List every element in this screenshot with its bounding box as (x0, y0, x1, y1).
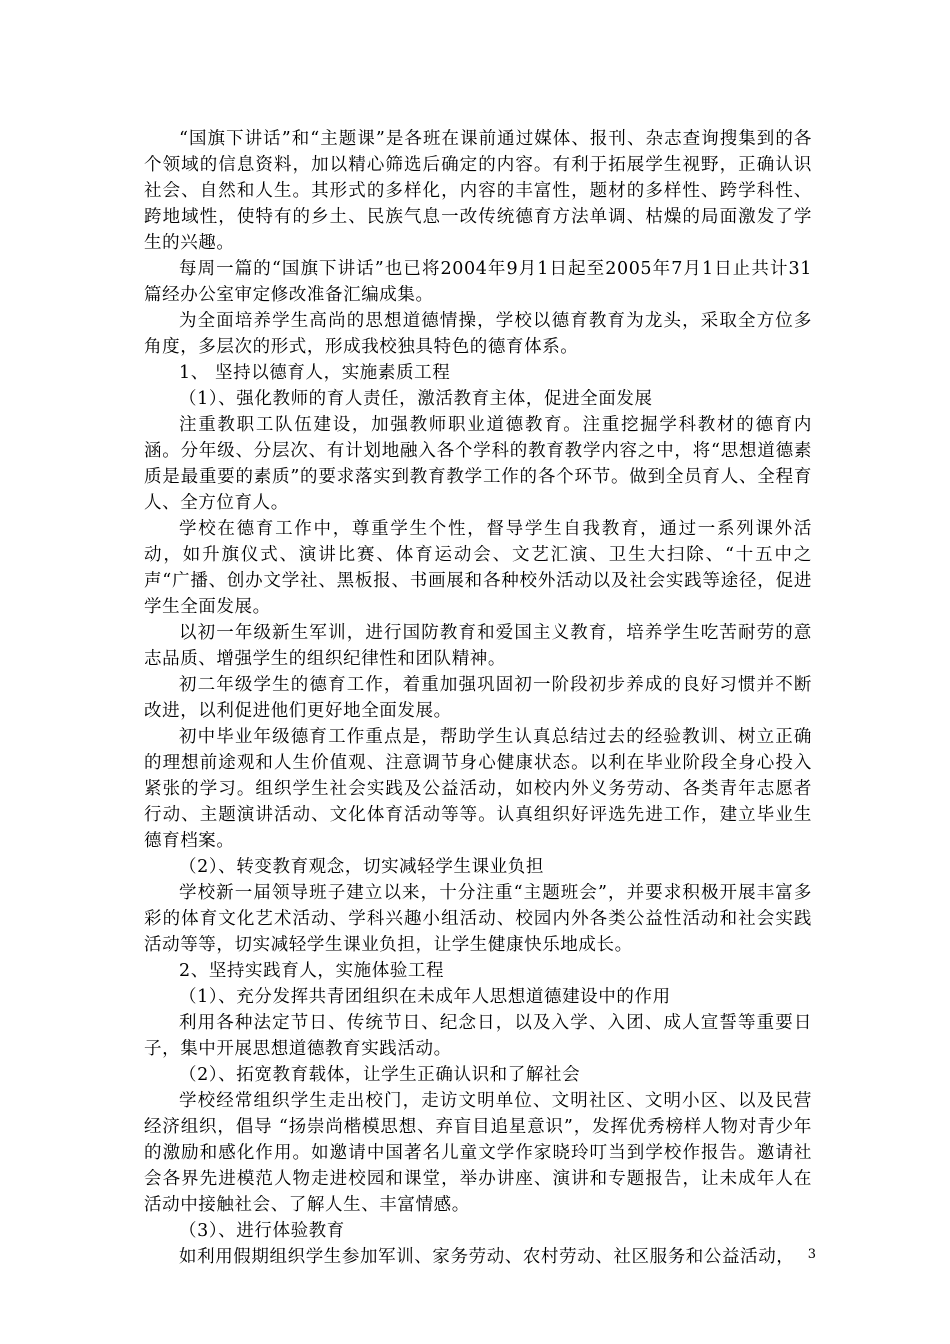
paragraph: 利用各种法定节日、传统节日、纪念日，以及入学、入团、成人宣誓等重要日子，集中开展思想道德教育实践活动。 (144, 1013, 812, 1059)
paragraph: 初二年级学生的德育工作，着重加强巩固初一阶段初步养成的良好习惯并不断改进，以利促进他们更好地全面发展。 (144, 675, 812, 721)
paragraph: 如利用假期组织学生参加军训、家务劳动、农村劳动、社区服务和公益活动， (179, 1247, 795, 1267)
paragraph: 学校新一届领导班子建立以来，十分注重“主题班会”，并要求积极开展丰富多彩的体育文化艺术活动、学科兴趣小组活动、校园内外各类公益性活动和社会实践活动等等，切实减轻学生课业负担，让学生健康快乐地成长。 (144, 883, 812, 955)
paragraph: 为全面培养学生高尚的思想道德情操，学校以德育教育为龙头，采取全方位多角度，多层次的形式，形成我校独具特色的德育体系。 (144, 311, 812, 357)
paragraph: 以初一年级新生军训，进行国防教育和爱国主义教育，培养学生吃苦耐劳的意志品质、增强学生的组织纪律性和团队精神。 (144, 623, 812, 669)
paragraph: 学校经常组织学生走出校门，走访文明单位、文明社区、文明小区、以及民营经济组织，倡导 “扬崇尚楷模思想、弃盲目追星意识”，发挥优秀榜样人物对青少年的激励和感化作用。如邀请中国著名儿童文学作家晓玲叮当到学校作报告。邀请社会各界先进模范人物走进校园和课堂，举办讲座、演讲和专题报告，让未成年人在活动中接触社会、了解人生、丰富情感。 (144, 1091, 812, 1215)
subsection-heading: （3）、进行体验教育 (179, 1221, 345, 1241)
subsection-heading: （2）、拓宽教育载体，让学生正确认识和了解社会 (179, 1065, 581, 1085)
section-heading: 2、坚持实践育人，实施体验工程 (179, 961, 445, 981)
subsection-heading: （2）、转变教育观念，切实减轻学生课业负担 (179, 857, 544, 877)
paragraph: 学校在德育工作中，尊重学生个性，督导学生自我教育，通过一系列课外活动，如升旗仪式、演讲比赛、体育运动会、文艺汇演、卫生大扫除、“十五中之声“广播、创办文学社、黑板报、书画展和各种校外活动以及社会实践等途径，促进学生全面发展。 (144, 519, 812, 617)
document-body (144, 126, 812, 1270)
subsection-heading: （1）、充分发挥共青团组织在未成年人思想道德建设中的作用 (179, 987, 671, 1007)
paragraph: 每周一篇的“国旗下讲话”也已将2004年9月1日起至2005年7月1日止共计31篇经办公室审定修改准备汇编成集。 (144, 259, 812, 305)
subsection-heading: （1）、强化教师的育人责任，激活教育主体，促进全面发展 (179, 389, 653, 409)
paragraph: 初中毕业年级德育工作重点是，帮助学生认真总结过去的经验教训、树立正确的理想前途观和人生价值观、注意调节身心健康状态。以利在毕业阶段全身心投入紧张的学习。组织学生社会实践及公益活动，如校内外义务劳动、各类青年志愿者行动、主题演讲活动、文化体育活动等等。认真组织好评选先进工作，建立毕业生德育档案。 (144, 727, 812, 851)
section-heading: 1、 坚持以德育人，实施素质工程 (179, 363, 451, 383)
page-number: 3 (807, 1247, 816, 1262)
paragraph: 注重教职工队伍建设，加强教师职业道德教育。注重挖掘学科教材的德育内涵。分年级、分层次、有计划地融入各个学科的教育教学内容之中，将“思想道德素质是最重要的素质”的要求落实到教育教学工作的各个环节。做到全员育人、全程育人、全方位育人。 (144, 415, 812, 513)
paragraph: “国旗下讲话”和“主题课”是各班在课前通过媒体、报刊、杂志查询搜集到的各个领域的信息资料，加以精心筛选后确定的内容。有利于拓展学生视野，正确认识社会、自然和人生。其形式的多样化，内容的丰富性，题材的多样性、跨学科性、跨地域性，使特有的乡土、民族气息一改传统德育方法单调、枯燥的局面激发了学生的兴趣。 (144, 129, 812, 253)
